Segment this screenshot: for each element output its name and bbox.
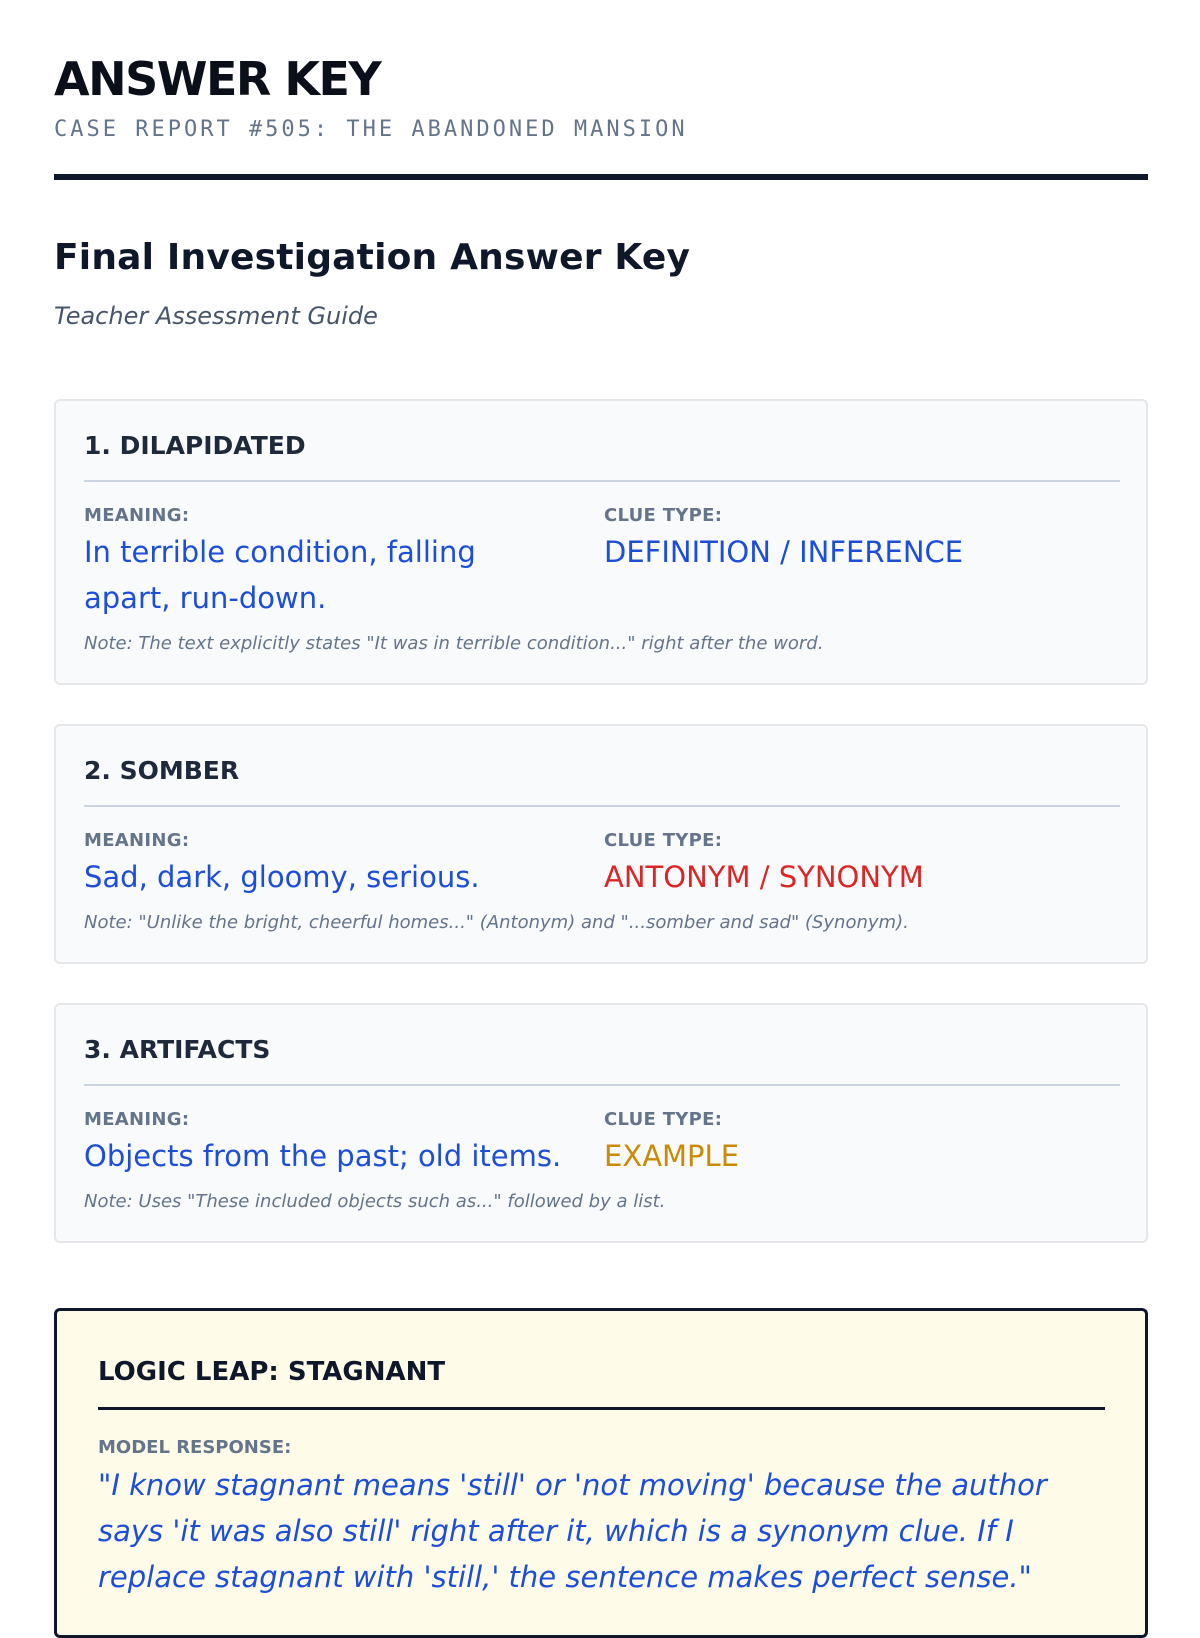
model-response-label: MODEL RESPONSE: — [98, 1437, 292, 1458]
card-note: Note: "Unlike the bright, cheerful homes..." (Antonym) and "...somber and sad" (Synonym). — [84, 912, 909, 933]
card-divider — [84, 1084, 1120, 1086]
clue-type-value: ANTONYM / SYNONYM — [604, 860, 924, 894]
clue-type-label: CLUE TYPE: — [604, 1109, 723, 1130]
doc-title: ANSWER KEY — [54, 52, 381, 106]
clue-type-value: EXAMPLE — [604, 1139, 740, 1173]
case-report-label: CASE REPORT #505: THE ABANDONED MANSION — [54, 117, 688, 142]
meaning-value: Sad, dark, gloomy, serious. — [84, 860, 480, 894]
meaning-value: In terrible condition, falling apart, run-down. — [84, 535, 476, 615]
page-subtitle: Teacher Assessment Guide — [54, 302, 378, 330]
clue-type-label: CLUE TYPE: — [604, 505, 723, 526]
vocab-card-artifacts — [54, 1003, 1148, 1243]
page-title: Final Investigation Answer Key — [54, 237, 691, 278]
meaning-label: MEANING: — [84, 505, 190, 526]
meaning-label: MEANING: — [84, 1109, 190, 1130]
vocab-card-somber — [54, 724, 1148, 964]
meaning-value: Objects from the past; old items. — [84, 1139, 562, 1173]
clue-type-value: DEFINITION / INFERENCE — [604, 535, 964, 569]
card-note: Note: The text explicitly states "It was in terrible condition..." right after the word. — [84, 633, 824, 654]
vocab-word-title: 3. ARTIFACTS — [84, 1035, 271, 1064]
logic-leap-title: LOGIC LEAP: STAGNANT — [98, 1357, 446, 1387]
logic-leap-box — [54, 1308, 1148, 1638]
logic-leap-divider — [98, 1407, 1105, 1410]
card-note: Note: Uses "These included objects such as..." followed by a list. — [84, 1191, 666, 1212]
vocab-word-title: 2. SOMBER — [84, 756, 240, 785]
vocab-word-title: 1. DILAPIDATED — [84, 431, 306, 460]
card-divider — [84, 805, 1120, 807]
meaning-label: MEANING: — [84, 830, 190, 851]
clue-type-label: CLUE TYPE: — [604, 830, 723, 851]
card-divider — [84, 480, 1120, 482]
header-divider — [54, 174, 1148, 180]
vocab-card-dilapidated — [54, 399, 1148, 685]
model-response-text: "I know stagnant means 'still' or 'not moving' because the author says 'it was also still' right after it, which is a synonym clue. If I replace stagnant with 'still,' the sentence makes perfect sense." — [98, 1468, 1047, 1594]
